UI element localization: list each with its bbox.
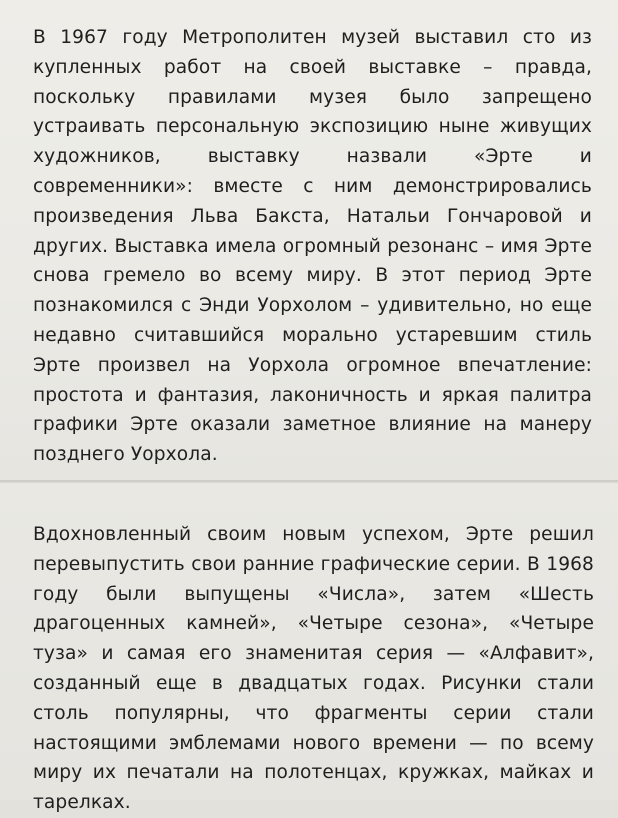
paragraph-1968-series: Вдохновленный своим новым успехом, Эрте решил перевыпустить свои ранние графические серии. В 1968 году были выпущены «Числа», затем «Шесть драгоценных камней», «Четыре сезона», «Четыре туза» и самая его знаменитая серия — «Алфавит», созданный еще в двадцатых годах. Рисунки стали столь популярны, что фрагменты серии стали настоящими эмблемами нового времени — по всему миру их печатали на полотенцах, кружках, майках и тарелках. — [33, 524, 594, 814]
paragraph-1967-exhibition: В 1967 году Метрополитен музей выставил сто из купленных работ на своей выставке – правда, поскольку правилами музея было запрещено устраивать персональную экспозицию ныне живущих художников, выставку назвали «Эрте и современники»: вместе с ним демонстрировались произведения Льва Бакста, Натальи Гончаровой и других. Выставка имела огромный резонанс – имя Эрте снова гремело во всему миру. В этот период Эрте познакомился с Энди Уорхолом – удивительно, но еще недавно считавшийся морально устаревшим стиль Эрте произвел на Уорхола огромное впечатление: простота и фантазия, лаконичность и яркая палитра графики Эрте оказали заметное влияние на манеру позднего Уорхола. — [33, 27, 592, 466]
